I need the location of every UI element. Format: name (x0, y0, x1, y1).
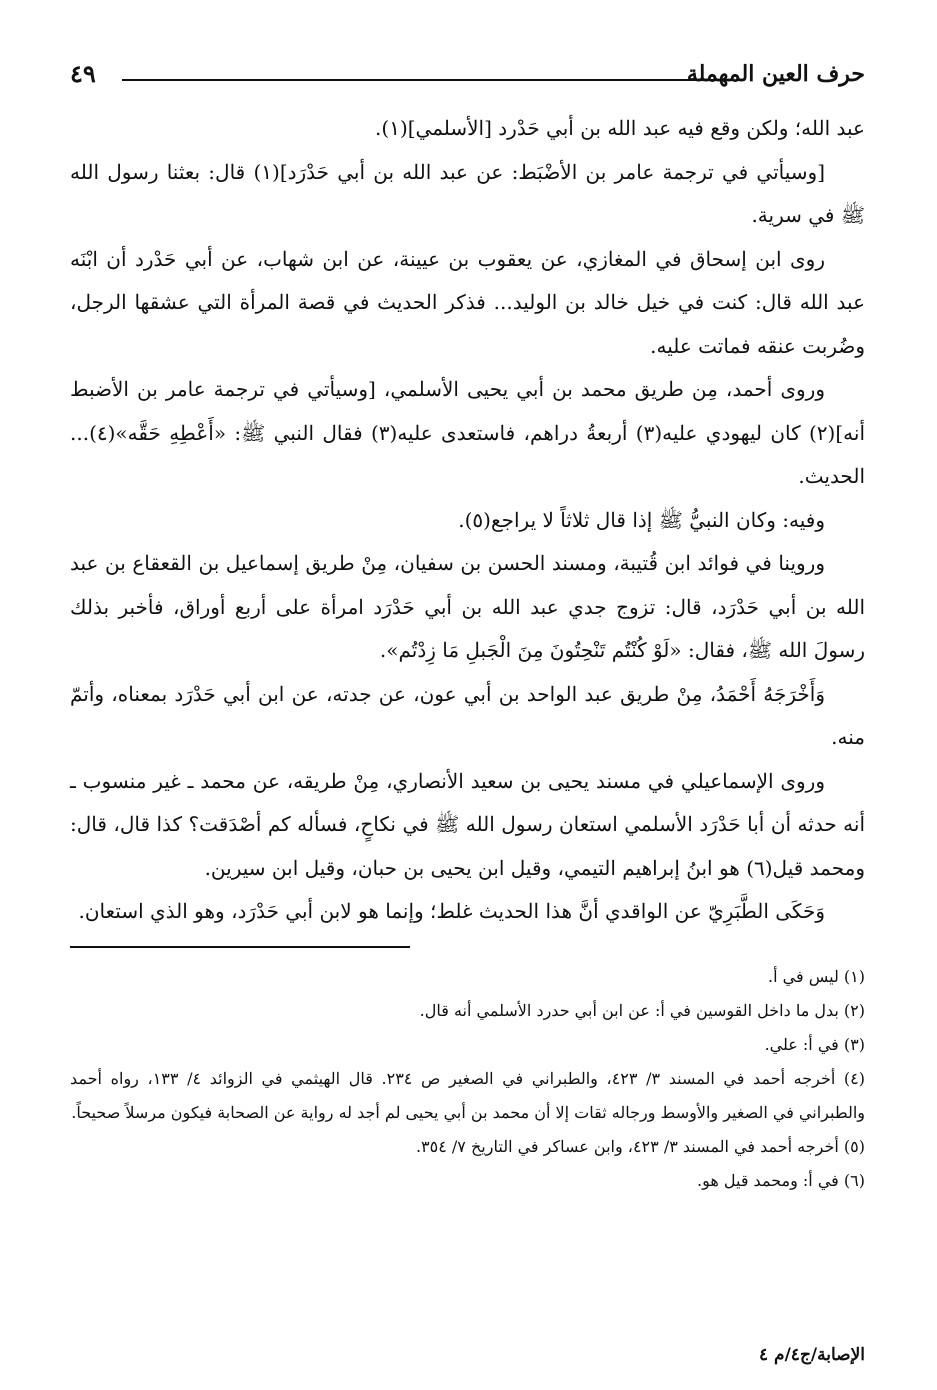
footnote-3: (٣) في أ: علي. (764, 1034, 865, 1054)
footnote-5: (٥) أخرجه أحمد في المسند ٣/ ٤٢٣، وابن عساكر في التاريخ ٧/ ٣٥٤. (415, 1136, 865, 1156)
paragraph-5: وفيه: وكان النبيُّ ﷺ إذا قال ثلاثاً لا يراجع(٥). (458, 507, 825, 532)
paragraph-3: روى ابن إسحاق في المغازي، عن يعقوب بن عيينة، عن ابن شهاب، عن أبي حَدْرد أن ابْنَه عبد الله قال: كنت في خيل خالد بن الوليد... فذكر الحديث في قصة المرأة التي عشقها الرجل، وضُربت عنقه فماتت عليه. (70, 246, 865, 358)
paragraph-4: وروى أحمد، مِن طريق محمد بن أبي يحيى الأسلمي، [وسيأتي في ترجمة عامر بن الأضبط أنه](٢) كان ليهودي عليه(٣) أربعةُ دراهم، فاستعدى عليه(٣) فقال النبي ﷺ: «أَعْطِهِ حَقَّه»(٤)... الحديث. (70, 377, 865, 488)
book-page (70, 55, 865, 1365)
paragraph-7: وَأَخْرَجَهُ أَحْمَدُ، مِنْ طريق عبد الواحد بن أبي عون، عن جدته، عن ابن أبي حَدْرَد بمعناه، وأتمّ منه. (70, 681, 865, 749)
footnote-2: (٢) بدل ما داخل القوسين في أ: عن ابن أبي حدرد الأسلمي أنه قال. (419, 1000, 865, 1020)
footnote-separator (70, 946, 410, 948)
paragraph-6: وروينا في فوائد ابن قُتيبة، ومسند الحسن بن سفيان، مِنْ طريق إسماعيل بن القعقاع بن عبد الله بن أبي حَدْرَد، قال: تزوج جدي عبد الله بن أبي حَدْرَد امرأة على أربع أوراق، فأخبر بذلك رسولَ الله ﷺ، فقال: «لَوْ كُنْتُم تَنْحِتُونَ مِنَ الْجَبلِ مَا زِدْتُم». (70, 551, 865, 662)
running-title: حرف العين المهملة (686, 61, 865, 87)
paragraph-8: وروى الإسماعيلي في مسند يحيى بن سعيد الأنصاري، مِنْ طريقه، عن محمد ـ غير منسوب ـ أنه حدثه أن أبا حَدْرَد الأسلمي استعان رسول الله ﷺ في نكاحٍ، فسأله كم أصْدَقت؟ كذا قال، قال: ومحمد قيل(٦) هو ابنُ إبراهيم التيمي، وقيل ابن يحيى بن حبان، وقيل ابن سيرين. (70, 768, 865, 880)
paragraph-1: عبد الله؛ ولكن وقع فيه عبد الله بن أبي حَدْرد [الأسلمي](١). (375, 116, 865, 140)
header-rule (122, 79, 713, 81)
footnote-6: (٦) في أ: ومحمد قيل هو. (697, 1170, 865, 1190)
paragraph-2: [وسيأتي في ترجمة عامر بن الأضْبَط: عن عبد الله بن أبي حَدْرَد](١) قال: بعثنا رسول الله ﷺ في سرية. (70, 159, 865, 227)
footnote-1: (١) ليس في أ. (768, 966, 865, 986)
page-signature: الإصابة/ج٤/م ٤ (759, 1345, 865, 1365)
page-number: ٤٩ (70, 59, 96, 88)
main-text (70, 107, 865, 934)
footnote-4: (٤) أخرجه أحمد في المسند ٣/ ٤٢٣، والطبراني في الصغير ص ٢٣٤. قال الهيثمي في الزوائد ٤/ ١٣٣، رواه أحمد والطبراني في الصغير والأوسط ورجاله ثقات إلا أن محمد بن أبي يحيى لم أجد له رواية عن الصحابة فيكون مرسلاً صحيحاً. (70, 1068, 866, 1122)
footnotes (70, 960, 865, 1198)
page-header (70, 55, 865, 107)
paragraph-9: وَحَكَى الطَّبَرِيّ عن الواقدي أنَّ هذا الحديث غلط؛ وإنما هو لابن أبي حَدْرَد، وهو الذي استعان. (78, 899, 825, 923)
